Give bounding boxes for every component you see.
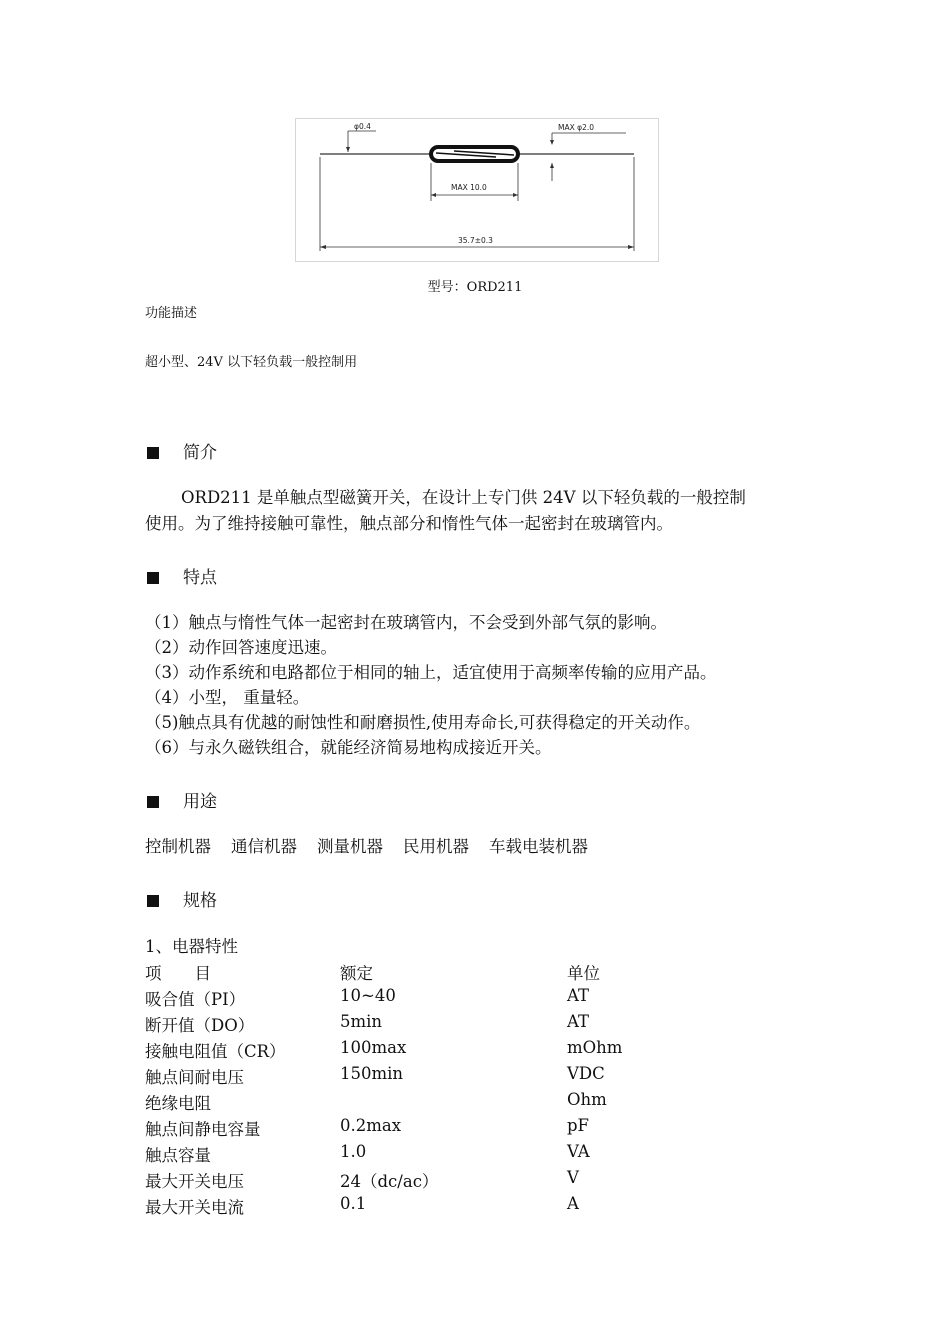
function-label: 功能描述 [145,306,198,321]
bullet-square-icon [147,796,159,808]
list-item: （3）动作系统和电路都位于相同的轴上，适宜使用于高频率传输的应用产品。 [145,663,717,682]
list-item: （4）小型， 重量轻。 [145,688,310,707]
function-text: 超小型、24V 以下轻负载一般控制用 [145,355,358,370]
header-rating: 额定 [340,964,373,983]
table-row: 触点间静电容量 0.2max pF [145,1116,590,1139]
table-row: 触点容量 1.0 VA [145,1142,590,1165]
table-row: 最大开关电压 24（dc/ac） V [145,1168,579,1191]
uses-list [145,834,608,860]
table-row: 触点间耐电压 150min VDC [145,1064,605,1087]
use-item: 控制机器 [145,837,211,856]
reed-switch-drawing [295,118,659,262]
table-header [145,960,665,986]
header-item: 项 目 [145,964,211,983]
dim-lead-diameter: φ0.4 [354,122,371,131]
specs-subtitle: 1、电器特性 [145,937,238,956]
table-row: 绝缘电阻 Ohm [145,1090,607,1113]
specs-table [145,960,665,1220]
dim-glass-length: MAX 10.0 [451,183,487,192]
figure-caption: 型号：ORD211 [427,280,523,295]
dim-total-length: 35.7±0.3 [458,236,493,245]
table-row: 断开值（DO） 5min AT [145,1012,590,1035]
section-heading-specs: 规格 [147,886,217,911]
list-item: （6）与永久磁铁组合，就能经济简易地构成接近开关。 [145,738,552,757]
bullet-square-icon [147,895,159,907]
bullet-square-icon [147,447,159,459]
dimension-drawing [296,119,658,261]
dim-glass-diameter: MAX φ2.0 [558,123,594,132]
list-item: （5)触点具有优越的耐蚀性和耐磨损性,使用寿命长,可获得稳定的开关动作。 [145,713,701,732]
use-item: 民用机器 [403,837,469,856]
table-row: 接触电阻值（CR） 100max mOhm [145,1038,623,1061]
intro-paragraph [145,485,825,536]
section-heading-uses: 用途 [147,787,217,812]
list-item: （2）动作回答速度迅速。 [145,638,337,657]
section-heading-features: 特点 [147,563,217,588]
section-heading-intro: 简介 [147,438,217,463]
features-list [145,610,865,760]
bullet-square-icon [147,572,159,584]
intro-line-2: 使用。为了维持接触可靠性，触点部分和惰性气体一起密封在玻璃管内。 [145,513,673,533]
use-item: 测量机器 [317,837,383,856]
use-item: 通信机器 [231,837,297,856]
intro-line-1: ORD211 是单触点型磁簧开关，在设计上专门供 24V 以下轻负载的一般控制 [181,488,746,507]
table-row: 最大开关电流 0.1 A [145,1194,579,1217]
use-item: 车载电装机器 [489,837,588,856]
header-unit: 单位 [567,964,600,983]
table-row: 吸合值（PI） 10~40 AT [145,986,590,1009]
list-item: （1）触点与惰性气体一起密封在玻璃管内，不会受到外部气氛的影响。 [145,613,667,632]
